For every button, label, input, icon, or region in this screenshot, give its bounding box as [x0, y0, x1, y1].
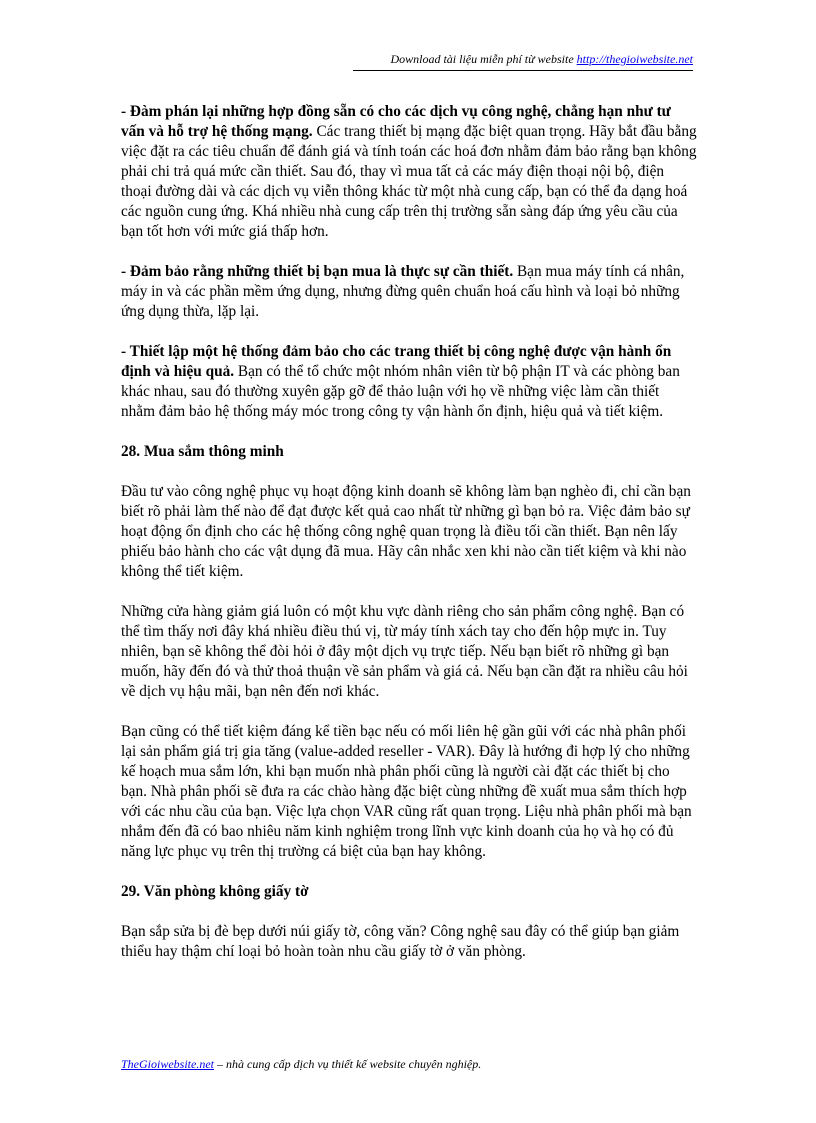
- section-heading-29: 29. Văn phòng không giấy tờ: [121, 883, 309, 900]
- paragraph-body: Bạn có thể tổ chức một nhóm nhân viên từ bộ phận IT và các phòng ban khác nhau, sau đó thường xuyên gặp gỡ để thảo luận với họ về những việc làm cần thiết nhằm đảm bảo hệ thống máy móc trong công ty vận hành ổn định, hiệu quả và tiết kiệm.: [121, 363, 680, 420]
- section-29-paragraph: Bạn sắp sửa bị đè bẹp dưới núi giấy tờ, công văn? Công nghệ sau đây có thể giúp bạn giảm thiểu hay thậm chí loại bỏ hoàn toàn nhu cầu giấy tờ ở văn phòng.: [121, 923, 680, 960]
- paragraph-lead: - Thiết lập một hệ thống đảm bảo cho các trang thiết bị công nghệ được vận hành ổn định và hiệu quả.: [121, 343, 672, 380]
- paragraph-body: Các trang thiết bị mạng đặc biệt quan trọng. Hãy bắt đầu bằng việc đặt ra các tiêu chuẩn để đánh giá và tính toán các hoá đơn nhằm đảm bảo rằng bạn không phải chi trả quá mức cần thiết. Sau đó, thay vì mua tất cả các máy điện thoại nội bộ, điện thoại đường dài và các dịch vụ viễn thông khác từ một nhà cung cấp, bạn có thể đa dạng hoá các nguồn cung ứng. Khá nhiều nhà cung cấp trên thị trường sẵn sàng đáp ứng yêu cầu của bạn tốt hơn với mức giá thấp hơn.: [121, 123, 697, 240]
- paragraph-lead: - Đảm bảo rằng những thiết bị bạn mua là thực sự cần thiết.: [121, 263, 514, 280]
- paragraph-stable-operation: [121, 342, 697, 422]
- section-28-paragraph: Những cửa hàng giảm giá luôn có một khu vực dành riêng cho sản phẩm công nghệ. Bạn có thể tìm thấy nơi đây khá nhiều điều thú vị, từ máy tính xách tay cho đến hộp mực in. Tuy nhiên, bạn sẽ không thể đòi hỏi ở đây một dịch vụ trực tiếp. Nếu bạn biết rõ những gì bạn muốn, hãy đến đó và thử thoả thuận về sản phẩm và giá cả. Nếu bạn cần đặt ra nhiều câu hỏi về dịch vụ hậu mãi, bạn nên đến nơi khác.: [121, 603, 688, 700]
- paragraph-body: Bạn mua máy tính cá nhân, máy in và các phần mềm ứng dụng, nhưng đừng quên chuẩn hoá cấu hình và loại bỏ những ứng dụng thừa, lặp lại.: [121, 263, 685, 320]
- section-28-paragraph: Bạn cũng có thể tiết kiệm đáng kể tiền bạc nếu có mối liên hệ gần gũi với các nhà phân phối lại sản phẩm giá trị gia tăng (value-added reseller - VAR). Đây là hướng đi hợp lý cho những kế hoạch mua sắm lớn, khi bạn muốn nhà phân phối cũng là người cài đặt các thiết bị cho bạn. Nhà phân phối sẽ đưa ra các chào hàng đặc biệt cùng những đề xuất mua sắm thích hợp với các nhu cầu của bạn. Việc lựa chọn VAR cũng rất quan trọng. Liệu nhà phân phối mà bạn nhắm đến đã có bao nhiêu năm kinh nghiệm trong lĩnh vực kinh doanh của họ và họ có đủ năng lực phục vụ trên thị trường cá biệt của bạn hay không.: [121, 723, 692, 860]
- paragraph-lead: - Đàm phán lại những hợp đồng sẵn có cho các dịch vụ công nghệ, chẳng hạn như tư vấn và hỗ trợ hệ thống mạng.: [121, 103, 671, 140]
- header-website-link[interactable]: http://thegioiwebsite.net: [576, 52, 693, 66]
- section-heading-28: 28. Mua sắm thông minh: [121, 443, 284, 460]
- page-footer: [121, 1057, 481, 1072]
- header-text: Download tài liệu miễn phí từ website: [390, 52, 577, 66]
- paragraph-renegotiate-contracts: [121, 102, 697, 242]
- page-header: [353, 52, 693, 67]
- paragraph-necessary-equipment: [121, 262, 697, 322]
- document-body: [121, 102, 697, 982]
- footer-text: – nhà cung cấp dịch vụ thiết kế website chuyên nghiệp.: [214, 1057, 482, 1071]
- header-rule: [353, 70, 693, 71]
- section-28-paragraph: Đầu tư vào công nghệ phục vụ hoạt động kinh doanh sẽ không làm bạn nghèo đi, chỉ cần bạn biết rõ phải làm thế nào để đạt được kết quả cao nhất từ những gì bạn bỏ ra. Việc đảm bảo sự hoạt động ổn định cho các hệ thống công nghệ quan trọng là điều tối cần thiết. Bạn nên lấy phiếu bảo hành cho các vật dụng đã mua. Hãy cân nhắc xen khi nào cần tiết kiệm và khi nào không thể tiết kiệm.: [121, 483, 691, 580]
- footer-website-link[interactable]: TheGioiwebsite.net: [121, 1057, 214, 1071]
